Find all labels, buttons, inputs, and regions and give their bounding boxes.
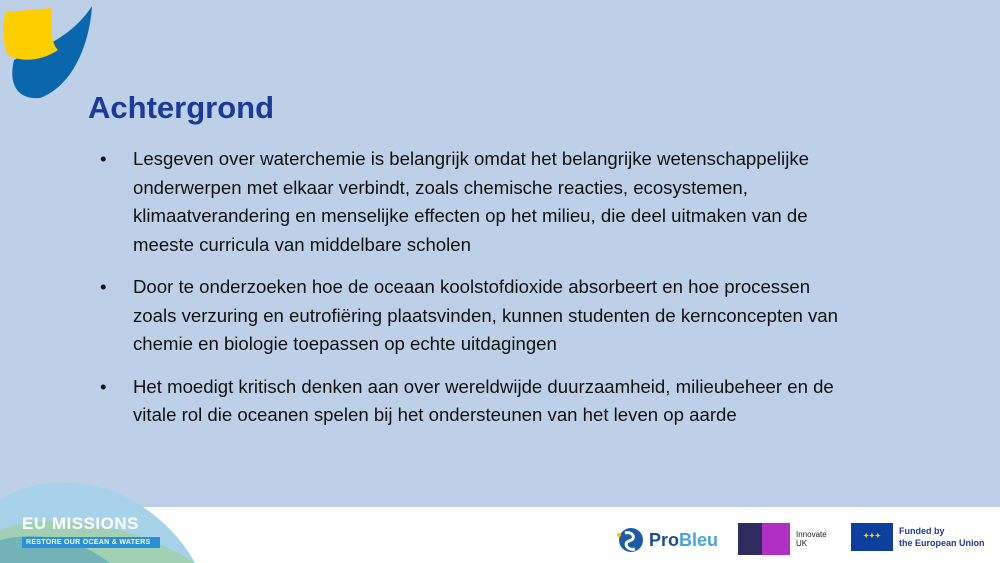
european-union-text: the European Union <box>899 538 985 548</box>
uk-text: UK <box>796 539 808 548</box>
bullet-item <box>100 145 840 259</box>
slide-title: Achtergrond <box>88 90 274 125</box>
eu-missions-text: EU MISSIONS <box>22 514 139 533</box>
bullet-list <box>100 145 840 444</box>
probleu-text-bleu: Bleu <box>679 529 719 550</box>
bullet-item <box>100 273 840 359</box>
bullet-text: Het moedigt kritisch denken aan over wereldwijde duurzaamheid, milieubeheer en de vitale rol die oceanen spelen bij het ondersteunen van het leven op aarde <box>133 375 834 425</box>
probleu-logo <box>615 525 718 555</box>
bullet-text: Door te onderzoeken hoe de oceaan koolstofdioxide absorbeert en hoe processen zoals verzuring en eutrofiëring plaatsvinden, kunnen studenten de kernconcepten van chemie en biologie toepassen op echte uitdagingen <box>133 276 838 354</box>
eu-missions-logo <box>22 514 160 548</box>
eu-funding-logo <box>851 523 985 551</box>
probleu-icon <box>615 525 645 555</box>
innovate-text: Innovate <box>796 530 827 539</box>
innovate-uk-logo <box>738 523 827 555</box>
eu-missions-tagline: RESTORE OUR OCEAN & WATERS <box>22 537 160 548</box>
funded-by-text: Funded by <box>899 526 945 536</box>
bullet-icon: • <box>100 148 107 169</box>
logo-icon <box>0 0 100 100</box>
bullet-icon: • <box>100 375 107 397</box>
probleu-text-pro: Pro <box>649 529 680 550</box>
ukri-icon <box>738 523 790 555</box>
bullet-text: Lesgeven over waterchemie is belangrijk omdat het belangrijke wetenschappelijke onderwerpen met elkaar verbindt, zoals chemische reacties, ecosystemen, klimaatverandering en menselijke effecten op het milieu, die deel uitmaken van de meeste curricula van middelbare scholen <box>133 148 809 255</box>
eu-flag-icon: ✦✦✦ <box>851 523 893 551</box>
bullet-item <box>100 373 840 430</box>
bullet-icon: • <box>100 276 107 297</box>
